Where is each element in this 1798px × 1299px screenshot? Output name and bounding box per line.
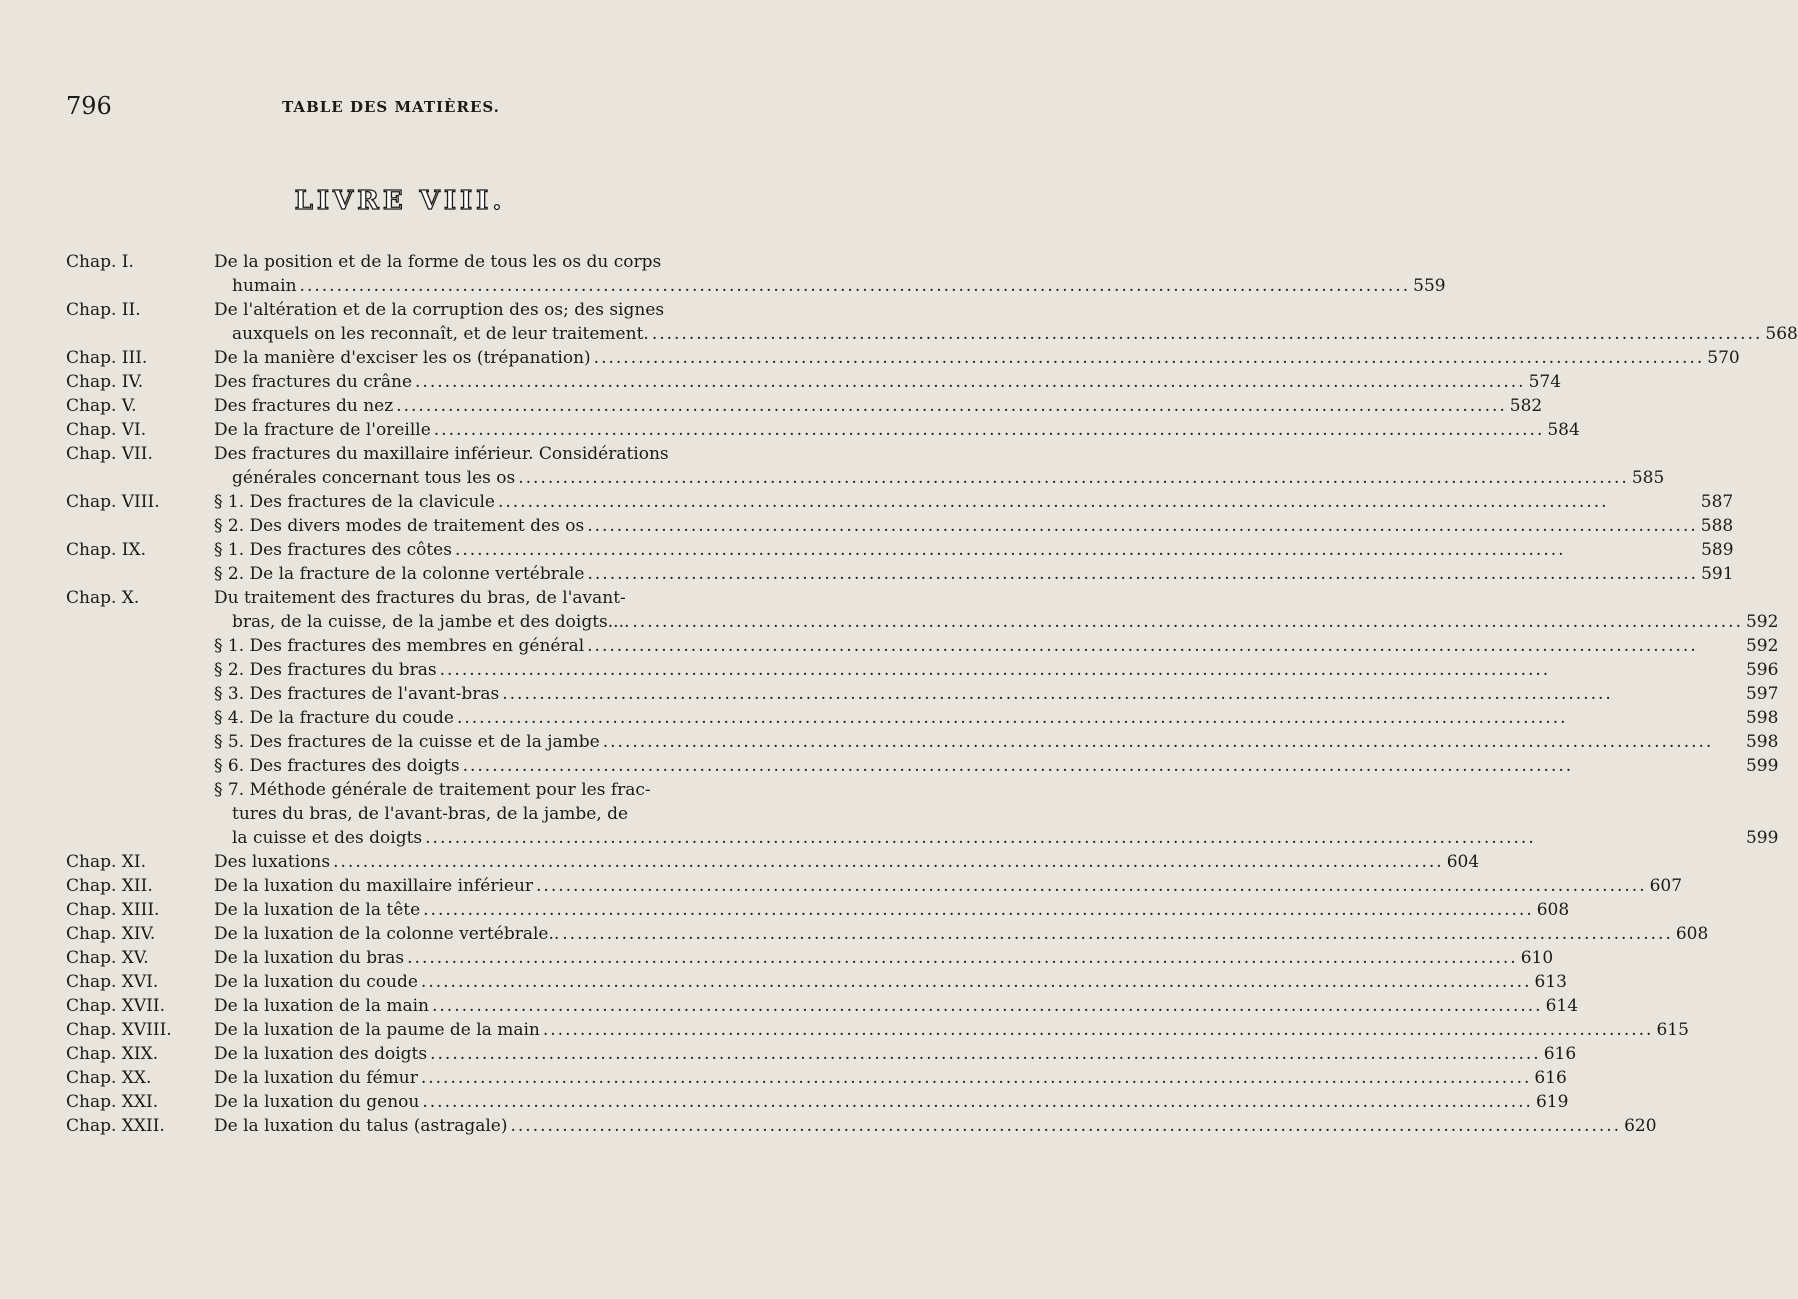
page-ref: 607 <box>1649 876 1683 896</box>
page-ref: 620 <box>1624 1116 1657 1136</box>
leader-dots <box>543 1018 1654 1042</box>
toc-line-text: Des luxations <box>214 852 331 872</box>
book-title: LIVRE VIII. <box>294 186 506 216</box>
toc-line-text: tures du bras, de l'avant-bras, de la jambe, de <box>232 804 629 824</box>
toc-line-text: De la manière d'exciser les os (trépanation) <box>214 348 591 368</box>
toc-line-text: De la fracture de l'oreille <box>214 420 431 440</box>
leader-dots <box>518 466 1629 490</box>
page-ref: 604 <box>1446 852 1480 872</box>
toc-line-text: Des fractures du nez <box>214 396 394 416</box>
leader-dots <box>421 970 1532 994</box>
chapter-label: Chap. XIII. <box>66 900 160 920</box>
page-ref: 608 <box>1536 900 1570 920</box>
page-ref: 585 <box>1631 468 1665 488</box>
toc-line-text: De la position et de la forme de tous les os du corps <box>214 252 662 272</box>
leader-dots <box>422 1090 1533 1114</box>
toc-entry <box>66 1114 1657 1138</box>
chapter-label: Chap. XIV. <box>66 924 156 944</box>
toc-line <box>214 970 1567 994</box>
page-ref: 599 <box>1745 828 1779 848</box>
leader-dots <box>440 658 1743 682</box>
chapter-title <box>214 370 1561 394</box>
chapter-title <box>214 346 1740 370</box>
page-number: 796 <box>66 92 112 120</box>
toc-line <box>214 802 1778 826</box>
toc-line-text: De la luxation du maxillaire inférieur <box>214 876 534 896</box>
chapter-title <box>214 994 1578 1018</box>
chapter-label: Chap. II. <box>66 300 141 320</box>
toc-line-text: De la luxation du talus (astragale) <box>214 1116 508 1136</box>
leader-dots <box>300 274 1411 298</box>
chapter-title <box>214 898 1569 922</box>
toc-line-text: De la luxation de la paume de la main <box>214 1020 540 1040</box>
toc-line-text: Des fractures du maxillaire inférieur. Considérations <box>214 444 669 464</box>
toc-entry <box>66 418 1580 442</box>
chapter-label: Chap. I. <box>66 252 134 272</box>
chapter-label: Chap. IX. <box>66 540 147 560</box>
toc-line-text: De l'altération et de la corruption des os; des signes <box>214 300 665 320</box>
chapter-label: Chap. V. <box>66 396 137 416</box>
toc-line <box>214 1042 1576 1066</box>
chapter-label: Chap. XXII. <box>66 1116 165 1136</box>
toc-line <box>214 514 1733 538</box>
toc-line-text: § 4. De la fracture du coude <box>214 708 454 728</box>
chapter-label: Chap. IV. <box>66 372 144 392</box>
toc-line-text: De la luxation des doigts <box>214 1044 428 1064</box>
toc-line <box>214 730 1778 754</box>
toc-line <box>214 562 1734 586</box>
page-ref: 582 <box>1509 396 1543 416</box>
toc-line <box>214 442 1664 466</box>
toc-line <box>214 538 1734 562</box>
toc-line-text: § 2. Des fractures du bras <box>214 660 437 680</box>
chapter-title <box>214 490 1733 538</box>
page-ref: 592 <box>1745 636 1779 656</box>
chapter-title <box>214 538 1734 586</box>
toc-line <box>214 370 1561 394</box>
toc-line-text: § 5. Des fractures de la cuisse et de la jambe <box>214 732 600 752</box>
page-ref: 587 <box>1700 492 1734 512</box>
toc-line-text: De la luxation du fémur <box>214 1068 418 1088</box>
toc-line <box>214 490 1733 514</box>
leader-dots <box>603 730 1743 754</box>
toc-line-text: § 1. Des fractures des côtes <box>214 540 452 560</box>
toc-entry <box>66 922 1709 946</box>
toc-line-text: Des fractures du crâne <box>214 372 413 392</box>
toc-line-text: De la luxation de la tête <box>214 900 421 920</box>
leader-dots <box>434 418 1545 442</box>
leader-dots <box>510 1114 1621 1138</box>
toc-entry <box>66 850 1480 874</box>
leader-dots <box>430 1042 1541 1066</box>
page-ref: 592 <box>1745 612 1779 632</box>
toc-line-text: § 7. Méthode générale de traitement pour les frac- <box>214 780 651 800</box>
toc-line <box>214 346 1740 370</box>
toc-entry <box>66 946 1554 970</box>
chapter-title <box>214 946 1553 970</box>
leader-dots <box>652 322 1763 346</box>
toc-entry <box>66 538 1734 586</box>
toc-line-text: De la luxation du coude <box>214 972 418 992</box>
page-ref: 589 <box>1701 540 1734 560</box>
leader-dots <box>423 898 1534 922</box>
page-ref: 570 <box>1707 348 1740 368</box>
toc-line <box>214 994 1578 1018</box>
page-ref: 568 <box>1765 324 1798 344</box>
toc-line <box>214 778 1778 802</box>
leader-dots <box>463 754 1743 778</box>
toc-entry <box>66 442 1665 490</box>
leader-dots <box>562 922 1673 946</box>
toc-line-text: De la luxation du bras <box>214 948 405 968</box>
toc-line-text: De la luxation de la colonne vertébrale.. <box>214 924 560 944</box>
chapter-title <box>214 442 1664 490</box>
page-ref: 591 <box>1701 564 1734 584</box>
toc-line <box>214 298 1798 322</box>
page-ref: 559 <box>1413 276 1446 296</box>
toc-line-text: § 1. Des fractures des membres en général <box>214 636 585 656</box>
chapter-title <box>214 1066 1567 1090</box>
page-ref: 610 <box>1520 948 1554 968</box>
leader-dots <box>396 394 1507 418</box>
leader-dots <box>333 850 1444 874</box>
toc-entry <box>66 970 1567 994</box>
toc-entry <box>66 1090 1569 1114</box>
running-title: TABLE DES MATIÈRES. <box>282 98 500 116</box>
leader-dots <box>594 346 1705 370</box>
leader-dots <box>425 826 1743 850</box>
toc-line <box>214 922 1708 946</box>
leader-dots <box>407 946 1518 970</box>
chapter-title <box>214 418 1580 442</box>
page-ref: 598 <box>1745 732 1779 752</box>
leader-dots <box>498 490 1698 514</box>
toc-line-text: § 3. Des fractures de l'avant-bras <box>214 684 500 704</box>
page-ref: 588 <box>1700 516 1734 536</box>
toc-line <box>214 1090 1568 1114</box>
leader-dots <box>632 610 1743 634</box>
chapter-label: Chap. VI. <box>66 420 147 440</box>
leader-dots <box>421 1066 1532 1090</box>
toc-line-text: la cuisse et des doigts <box>232 828 423 848</box>
toc-entry <box>66 1066 1567 1090</box>
chapter-label: Chap. XXI. <box>66 1092 159 1112</box>
toc-entry <box>66 1042 1577 1066</box>
page-ref: 574 <box>1528 372 1562 392</box>
toc-line <box>214 946 1553 970</box>
chapter-title <box>214 394 1542 418</box>
toc-line <box>214 586 1778 610</box>
page-ref: 596 <box>1745 660 1779 680</box>
page-ref: 614 <box>1545 996 1579 1016</box>
toc-line <box>214 466 1664 490</box>
chapter-title <box>214 970 1567 994</box>
leader-dots <box>457 706 1743 730</box>
toc-line-text: humain <box>232 276 297 296</box>
page-ref: 599 <box>1745 756 1779 776</box>
toc-line <box>214 706 1778 730</box>
leader-dots <box>536 874 1647 898</box>
toc-entry <box>66 898 1570 922</box>
toc-entry <box>66 994 1579 1018</box>
toc-line-text: Du traitement des fractures du bras, de l'avant- <box>214 588 626 608</box>
chapter-title <box>214 1042 1576 1066</box>
toc-line <box>214 874 1682 898</box>
toc-entry <box>66 586 1779 850</box>
toc-entry <box>66 874 1683 898</box>
chapter-title <box>214 1114 1657 1138</box>
toc-line-text: § 1. Des fractures de la clavicule <box>214 492 495 512</box>
chapter-label: Chap. XVII. <box>66 996 165 1016</box>
leader-dots <box>455 538 1698 562</box>
leader-dots <box>502 682 1743 706</box>
table-of-contents <box>66 250 1798 1138</box>
chapter-label: Chap. XVIII. <box>66 1020 172 1040</box>
toc-line <box>214 658 1778 682</box>
toc-entry <box>66 346 1740 370</box>
page-ref: 597 <box>1745 684 1779 704</box>
chapter-label: Chap. XIX. <box>66 1044 159 1064</box>
page-ref: 616 <box>1534 1068 1567 1088</box>
page-ref: 584 <box>1547 420 1580 440</box>
page-ref: 608 <box>1675 924 1709 944</box>
toc-line-text: bras, de la cuisse, de la jambe et des doigts.... <box>232 612 630 632</box>
toc-line <box>214 610 1778 634</box>
toc-line <box>214 754 1778 778</box>
toc-line <box>214 250 1446 274</box>
toc-entry <box>66 394 1543 418</box>
chapter-title <box>214 1018 1689 1042</box>
toc-entry <box>66 250 1446 298</box>
toc-line <box>214 394 1542 418</box>
toc-line-text: § 6. Des fractures des doigts <box>214 756 460 776</box>
toc-line-text: De la luxation de la main <box>214 996 429 1016</box>
toc-entry <box>66 490 1734 538</box>
toc-entry <box>66 370 1562 394</box>
leader-dots <box>432 994 1543 1018</box>
toc-line <box>214 826 1778 850</box>
chapter-title <box>214 1090 1568 1114</box>
page-ref: 598 <box>1745 708 1779 728</box>
toc-line <box>214 682 1778 706</box>
toc-line <box>214 634 1778 658</box>
chapter-label: Chap. X. <box>66 588 140 608</box>
toc-line-text: générales concernant tous les os <box>232 468 516 488</box>
toc-line <box>214 1066 1567 1090</box>
page-ref: 619 <box>1535 1092 1569 1112</box>
page-ref: 615 <box>1656 1020 1689 1040</box>
chapter-label: Chap. VIII. <box>66 492 160 512</box>
toc-line <box>214 898 1569 922</box>
page-ref: 616 <box>1543 1044 1577 1064</box>
chapter-label: Chap. XX. <box>66 1068 152 1088</box>
chapter-title <box>214 250 1446 298</box>
chapter-title <box>214 874 1682 898</box>
toc-line <box>214 322 1798 346</box>
chapter-label: Chap. XV. <box>66 948 149 968</box>
toc-line <box>214 850 1479 874</box>
toc-line-text: § 2. Des divers modes de traitement des os <box>214 516 585 536</box>
leader-dots <box>587 562 1698 586</box>
chapter-label: Chap. XII. <box>66 876 153 896</box>
toc-line-text: § 2. De la fracture de la colonne vertébrale <box>214 564 585 584</box>
toc-line <box>214 418 1580 442</box>
toc-entry <box>66 298 1798 346</box>
page-header <box>66 92 716 122</box>
leader-dots <box>587 634 1743 658</box>
chapter-title <box>214 922 1708 946</box>
page-ref: 613 <box>1534 972 1567 992</box>
toc-entry <box>66 1018 1689 1042</box>
chapter-title <box>214 850 1479 874</box>
chapter-label: Chap. XI. <box>66 852 147 872</box>
chapter-label: Chap. VII. <box>66 444 153 464</box>
chapter-label: Chap. III. <box>66 348 148 368</box>
leader-dots <box>587 514 1698 538</box>
toc-line-text: De la luxation du genou <box>214 1092 420 1112</box>
toc-line <box>214 1018 1689 1042</box>
leader-dots <box>415 370 1526 394</box>
toc-line <box>214 1114 1657 1138</box>
chapter-title <box>214 586 1778 850</box>
chapter-title <box>214 298 1798 346</box>
toc-line-text: auxquels on les reconnaît, et de leur traitement. <box>232 324 649 344</box>
chapter-label: Chap. XVI. <box>66 972 159 992</box>
toc-line <box>214 274 1446 298</box>
